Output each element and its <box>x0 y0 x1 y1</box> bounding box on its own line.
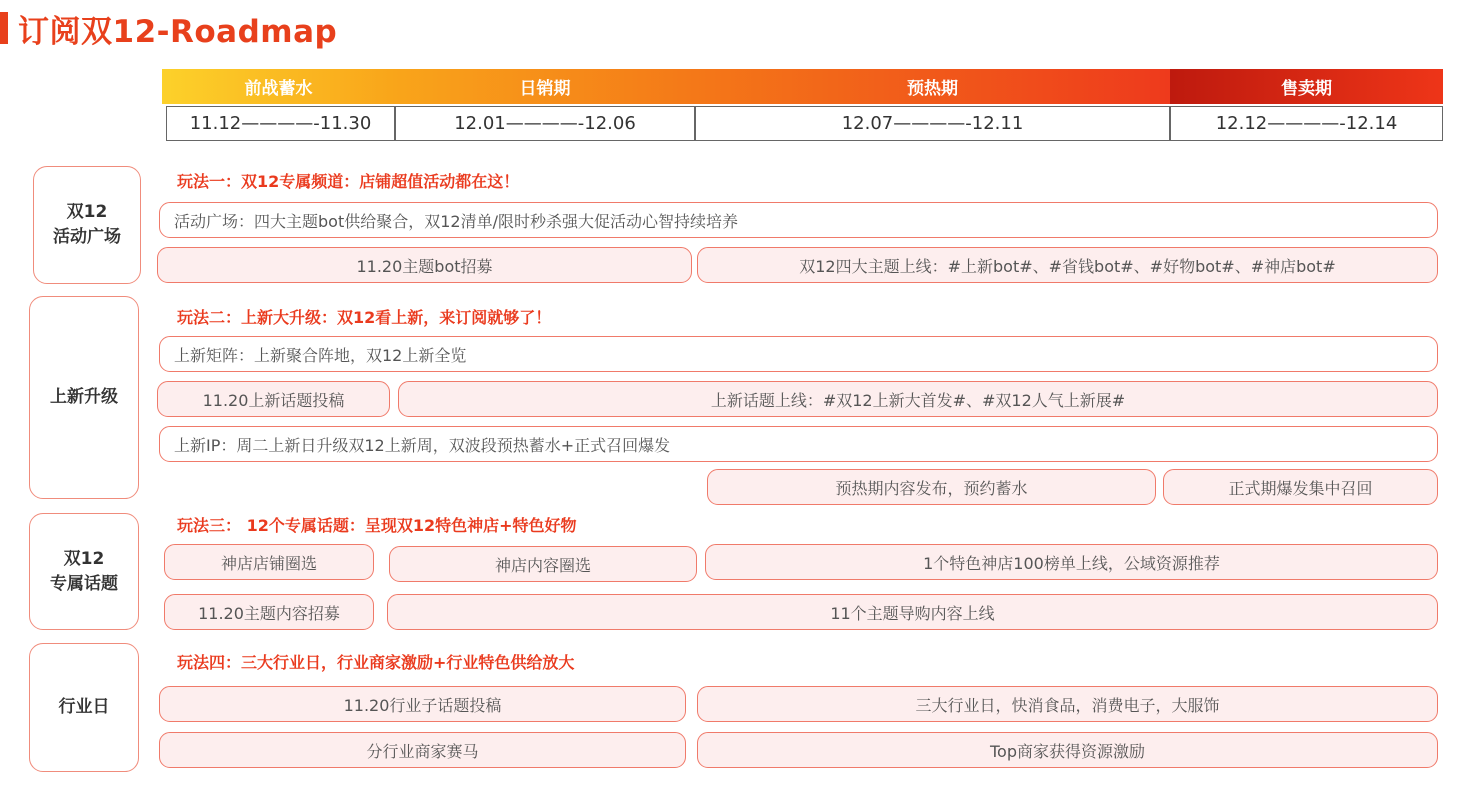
play-1-heading: 玩法一：双12专属频道：店铺超值活动都在这！ <box>177 172 520 191</box>
shop-content-selection: 神店内容圈选 <box>389 546 697 582</box>
date-range-pre-build: 11.12————-11.30 <box>166 106 395 141</box>
phase-sale: 售卖期 <box>1170 69 1443 104</box>
play-2-heading: 玩法二：上新大升级：双12看上新，来订阅就够了！ <box>177 308 552 327</box>
industry-subtopic-submission: 11.20行业子话题投稿 <box>159 686 686 722</box>
phase-pre-build: 前战蓄水 <box>162 69 395 104</box>
section-new-arrivals: 上新升级 <box>29 296 139 499</box>
merchant-race: 分行业商家赛马 <box>159 732 686 768</box>
activity-plaza-description: 活动广场：四大主题bot供给聚合，双12清单/限时秒杀强大促活动心智持续培养 <box>159 202 1438 238</box>
section-exclusive-topics: 双12 专属话题 <box>29 513 139 630</box>
play-4-heading: 玩法四：三大行业日，行业商家激励+行业特色供给放大 <box>177 653 575 672</box>
top-merchant-incentive: Top商家获得资源激励 <box>697 732 1438 768</box>
title-accent-bar <box>0 12 8 44</box>
new-arrival-ip: 上新IP：周二上新日升级双12上新周，双波段预热蓄水+正式召回爆发 <box>159 426 1438 462</box>
date-range-sale: 12.12————-12.14 <box>1170 106 1443 141</box>
phase-warmup: 预热期 <box>695 69 1170 104</box>
shop-selection: 神店店铺圈选 <box>164 544 374 580</box>
date-range-warmup: 12.07————-12.11 <box>695 106 1170 141</box>
page-title: 订阅双12-Roadmap <box>18 14 338 50</box>
section-industry-day: 行业日 <box>29 643 139 772</box>
theme-bot-recruit: 11.20主题bot招募 <box>157 247 692 283</box>
section-activity-plaza: 双12 活动广场 <box>33 166 141 284</box>
industry-days: 三大行业日，快消食品，消费电子，大服饰 <box>697 686 1438 722</box>
phase-daily-sales: 日销期 <box>395 69 695 104</box>
new-arrival-matrix: 上新矩阵：上新聚合阵地，双12上新全览 <box>159 336 1438 372</box>
theme-bot-launch: 双12四大主题上线：#上新bot#、#省钱bot#、#好物bot#、#神店bot# <box>697 247 1438 283</box>
theme-guides-launch: 11个主题导购内容上线 <box>387 594 1438 630</box>
theme-content-recruit: 11.20主题内容招募 <box>164 594 374 630</box>
top-shop-ranking-launch: 1个特色神店100榜单上线，公域资源推荐 <box>705 544 1438 580</box>
preheat-content-release: 预热期内容发布，预约蓄水 <box>707 469 1156 505</box>
play-3-heading: 玩法三： 12个专属话题：呈现双12特色神店+特色好物 <box>177 516 577 535</box>
official-recall: 正式期爆发集中召回 <box>1163 469 1438 505</box>
new-topic-submission: 11.20上新话题投稿 <box>157 381 390 417</box>
new-topic-launch: 上新话题上线：#双12上新大首发#、#双12人气上新展# <box>398 381 1438 417</box>
date-range-daily-sales: 12.01————-12.06 <box>395 106 695 141</box>
